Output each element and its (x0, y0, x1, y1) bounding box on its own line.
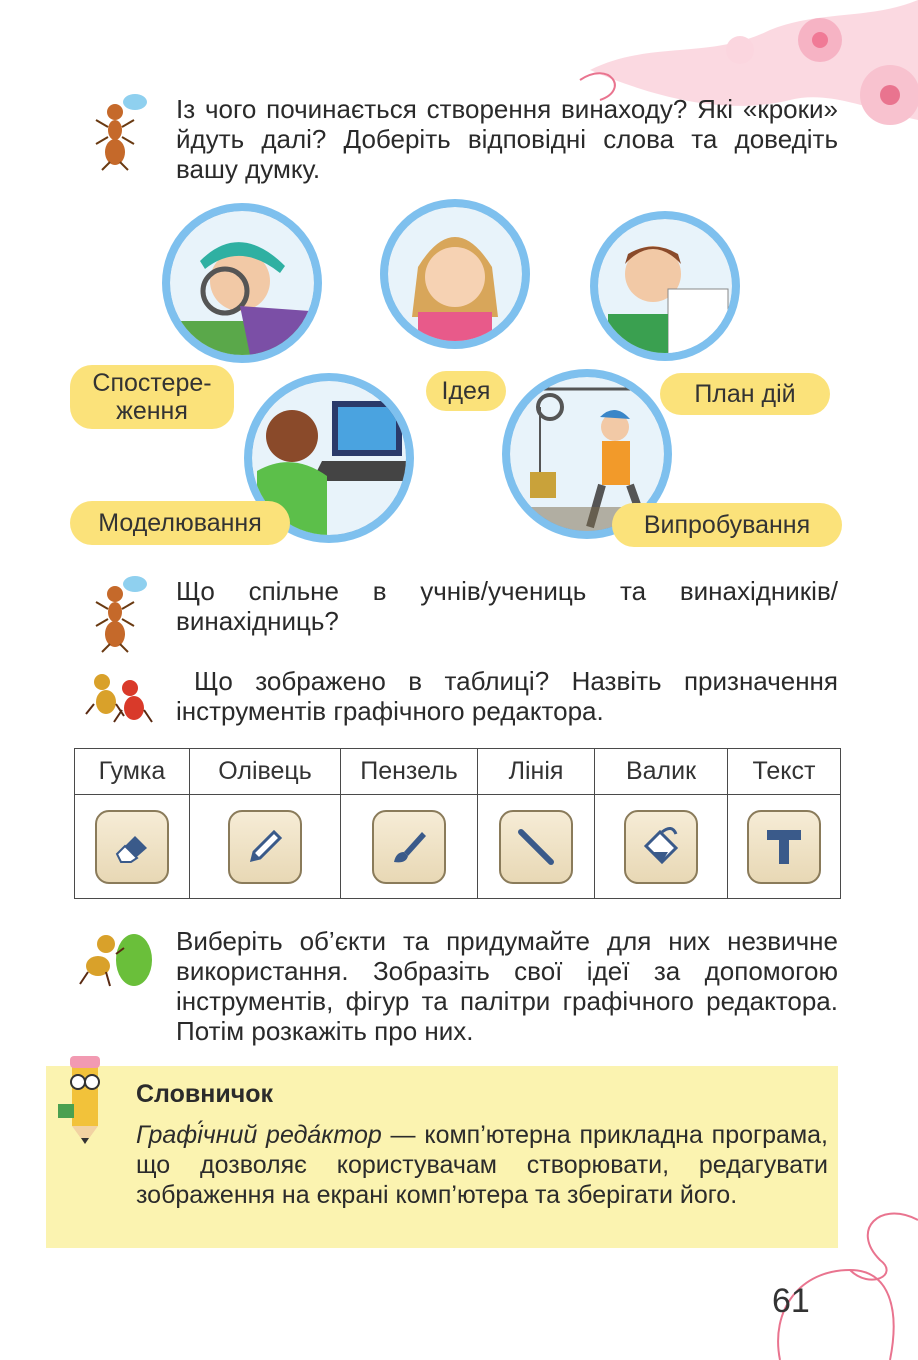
idea-image (380, 199, 530, 349)
header-line: Лінія (478, 749, 595, 795)
eraser-icon (95, 810, 169, 884)
ant-icon (90, 574, 150, 654)
tools-table (74, 748, 841, 899)
page-corner-decoration (740, 1200, 918, 1360)
glossary-box (46, 1066, 838, 1248)
step-plan: План дій (660, 373, 830, 415)
question-3-text: Що зображено в таблиці? Назвіть призначення інструментів графічного редактора. (176, 666, 838, 726)
brush-icon (372, 810, 446, 884)
ant-pair-icon (84, 664, 154, 724)
ant-with-leaf-icon (76, 928, 156, 994)
pencil-icon (228, 810, 302, 884)
question-2-text: Що спільне в учнів/учениць та винахідників/винахідниць? (176, 576, 838, 636)
step-idea: Ідея (426, 371, 506, 411)
header-brush: Пензель (341, 749, 478, 795)
step-observation: Спостере- ження (70, 365, 234, 429)
text-icon (747, 810, 821, 884)
ant-icon (90, 92, 150, 172)
plan-image (590, 211, 740, 361)
question-4-text: Виберіть об’єкти та придумайте для них незвичне використання. Зобразіть свої ідеї за допомогою інструментів, фігур та палітри графічного редактора. Потім розкажіть про них. (176, 926, 838, 1046)
glossary-title: Словничок (136, 1080, 274, 1108)
header-pencil: Олівець (190, 749, 341, 795)
header-eraser: Гумка (75, 749, 190, 795)
question-1-text: Із чого починається створення винаходу? Які «кроки» йдуть далі? Доберіть відповідні слова та доведіть вашу думку. (176, 94, 838, 184)
glossary-term: Графі́чний реда́ктор (136, 1121, 382, 1149)
pencil-mascot-icon (54, 1046, 114, 1146)
glossary-text (136, 1120, 828, 1210)
header-text: Текст (728, 749, 841, 795)
glossary-definition: — комп’ютерна прикладна програма, що дозволяє користувачам створювати, редагувати зображення на екрані комп’ютера та зберігати його. (136, 1121, 828, 1209)
line-icon (499, 810, 573, 884)
step-testing: Випробування (612, 503, 842, 547)
observation-image (162, 203, 322, 363)
page-number: 61 (772, 1282, 810, 1320)
header-fill: Валик (595, 749, 728, 795)
step-modeling: Моделювання (70, 501, 290, 545)
invention-steps-illustration (66, 195, 846, 550)
fill-bucket-icon (624, 810, 698, 884)
